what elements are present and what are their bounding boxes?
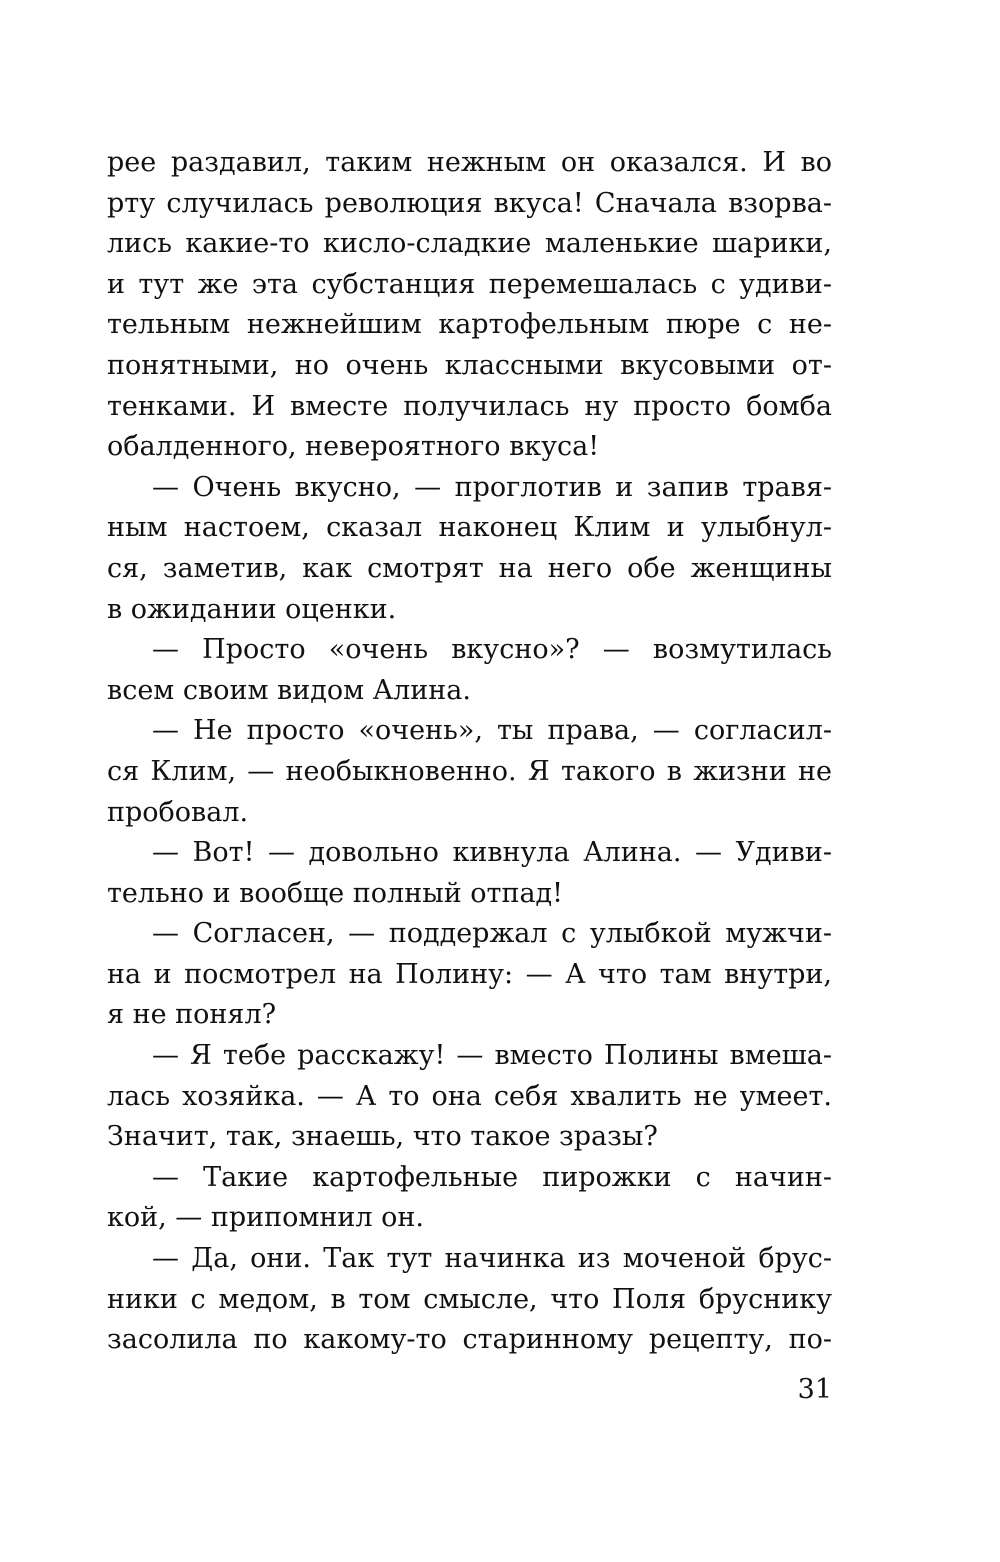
text-line: в ожидании оценки. [107, 593, 397, 625]
text-line: — Я тебе расскажу! — вместо Полины вмеша- [152, 1040, 832, 1072]
text-line: кой, — припомнил он. [107, 1202, 424, 1234]
text-line: лись какие-то кисло-сладкие маленькие шарики, [107, 228, 832, 260]
text-line: — Не просто «очень», ты права, — согласил- [152, 715, 832, 747]
text-line: тельным нежнейшим картофельным пюре с не- [107, 309, 832, 341]
text-line: лась хозяйка. — А то она себя хвалить не умеет. [107, 1080, 832, 1112]
text-line: — Очень вкусно, — проглотив и запив травя- [152, 471, 832, 503]
text-line: — Вот! — довольно кивнула Алина. — Удиви- [152, 837, 832, 869]
text-line: — Просто «очень вкусно»? — возмутилась [152, 634, 832, 666]
text-line: ники с медом, в том смысле, что Поля бруснику [107, 1283, 832, 1315]
text-line: засолила по какому-то старинному рецепту, по- [107, 1324, 832, 1356]
text-line: ным настоем, сказал наконец Клим и улыбнул- [107, 512, 832, 544]
text-line: рее раздавил, таким нежным он оказался. И во [107, 147, 832, 178]
text-line: рту случилась революция вкуса! Сначала взорва- [107, 187, 832, 219]
text-line: ся, заметив, как смотрят на него обе женщины [107, 552, 832, 584]
text-line: тельно и вообще полный отпад! [107, 877, 564, 909]
text-line: — Согласен, — поддержал с улыбкой мужчи- [152, 918, 832, 950]
page-number: 31 [797, 1374, 832, 1405]
text-line: обалденного, невероятного вкуса! [107, 431, 600, 463]
text-line: всем своим видом Алина. [107, 674, 471, 706]
text-line: на и посмотрел на Полину: — А что там внутри, [107, 958, 832, 990]
text-line: и тут же эта субстанция перемешалась с удиви- [107, 268, 832, 300]
body-text [107, 143, 832, 1361]
text-line: — Такие картофельные пирожки с начин- [152, 1161, 832, 1193]
text-line: пробовал. [107, 796, 249, 828]
text-line: я не понял? [107, 999, 277, 1031]
text-line: Значит, так, знаешь, что такое зразы? [107, 1121, 658, 1153]
text-line: ся Клим, — необыкновенно. Я такого в жизни не [107, 755, 832, 787]
text-line: тенками. И вместе получилась ну просто бомба [107, 390, 832, 422]
text-line: — Да, они. Так тут начинка из моченой брус- [152, 1243, 832, 1275]
text-line: понятными, но очень классными вкусовыми от- [107, 349, 832, 381]
